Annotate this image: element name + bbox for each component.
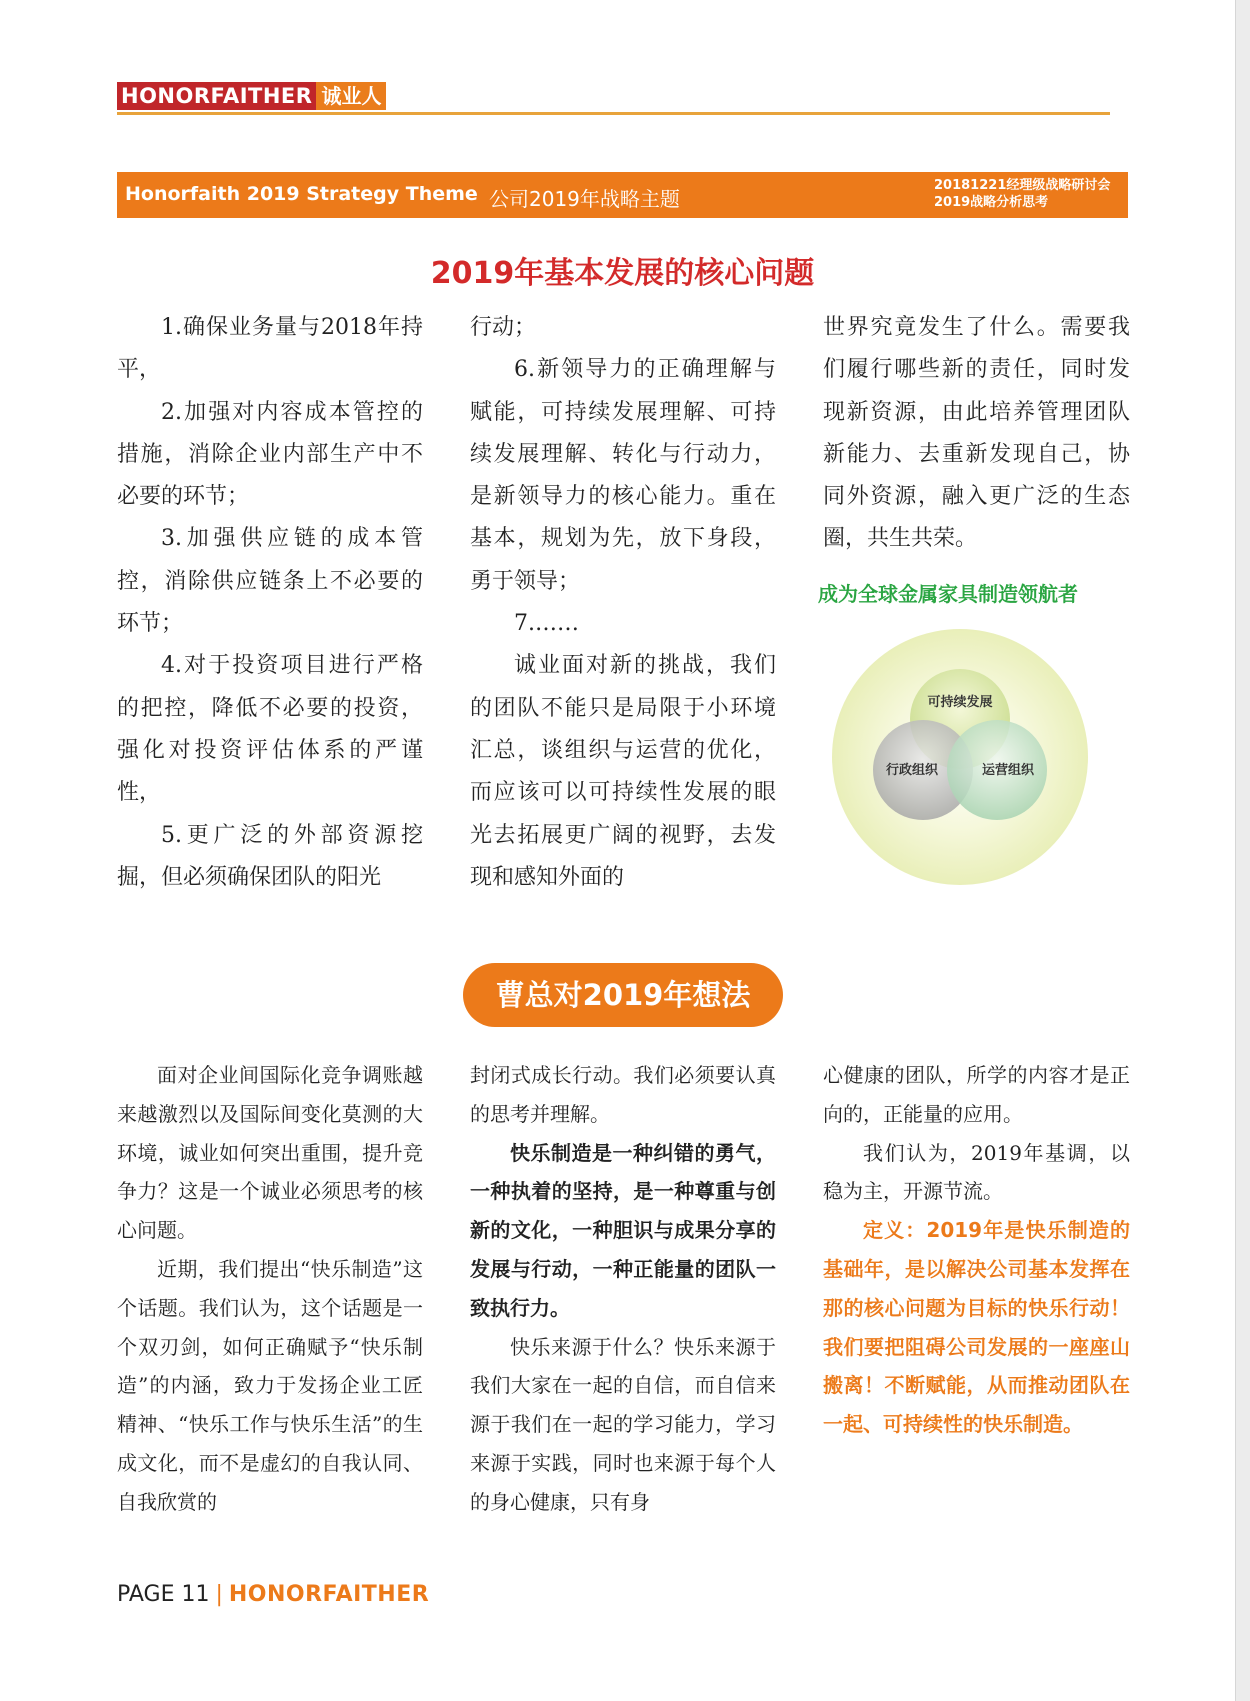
company-slogan: 成为全球金属家具制造领航者 bbox=[818, 582, 1078, 606]
venn-label-right: 运营组织 bbox=[981, 763, 1035, 778]
paragraph: 1.确保业务量与2018年持平， bbox=[117, 315, 423, 383]
banner-right-line1: 20181221经理级战略研讨会 bbox=[934, 178, 1111, 193]
paragraph: 我们认为，2019年基调，以稳为主，开源节流。 bbox=[823, 1140, 1130, 1204]
paragraph: 5.更广泛的外部资源挖掘，但必须确保团队的阳光 bbox=[117, 822, 423, 890]
logo bbox=[117, 82, 386, 110]
section1-column-3 bbox=[823, 307, 1130, 561]
banner-right-line2: 2019战略分析思考 bbox=[934, 195, 1049, 210]
paragraph: 封闭式成长行动。我们必须要认真的思考并理解。 bbox=[470, 1063, 776, 1126]
venn-diagram bbox=[830, 627, 1090, 887]
paragraph: 6.新领导力的正确理解与赋能，可持续发展理解、可持续发展理解、转化与行动力，是新领导力的核心能力。重在基本，规划为先，放下身段，勇于领导； bbox=[470, 357, 776, 594]
logo-chinese: 诚业人 bbox=[316, 82, 386, 110]
banner-chinese-title: 公司2019年战略主题 bbox=[489, 187, 680, 211]
paragraph: 快乐来源于什么？快乐来源于我们大家在一起的自信，而自信来源于我们在一起的学习能力，学习来源于实践，同时也来源于每个人的身心健康，只有身 bbox=[470, 1334, 776, 1514]
section2-column-2 bbox=[470, 1056, 776, 1522]
paragraph: 2.加强对内容成本管控的措施，消除企业内部生产中不必要的环节； bbox=[117, 399, 423, 510]
highlight-paragraph: 定义：2019年是快乐制造的基础年，是以解决公司基本发挥在那的核心问题为目标的快乐行动！我们要把阻碍公司发展的一座座山搬离！不断赋能，从而推动团队在一起、可持续性的快乐制造。 bbox=[823, 1218, 1130, 1437]
paragraph: 心健康的团队，所学的内容才是正向的，正能量的应用。 bbox=[823, 1063, 1130, 1126]
banner-meeting-info bbox=[934, 177, 1110, 211]
paragraph: 3.加强供应链的成本管控，消除供应链条上不必要的环节； bbox=[117, 526, 423, 637]
venn-label-left: 行政组织 bbox=[885, 763, 939, 778]
footer-separator: | bbox=[215, 1582, 223, 1607]
venn-label-top: 可持续发展 bbox=[927, 695, 993, 710]
paragraph: 4.对于投资项目进行严格的把控，降低不必要的投资，强化对投资评估体系的严谨性， bbox=[117, 653, 423, 806]
paragraph: 近期，我们提出“快乐制造”这个话题。我们认为，这个话题是一个双刃剑，如何正确赋予“快乐制造”的内涵，致力于发扬企业工匠精神、“快乐工作与快乐生活”的生成文化，而不是虚幻的自我认同、自我欣赏的 bbox=[117, 1256, 423, 1514]
bold-paragraph: 快乐制造是一种纠错的勇气，一种执着的坚持，是一种尊重与创新的文化，一种胆识与成果分享的发展与行动，一种正能量的团队一致执行力。 bbox=[470, 1140, 776, 1320]
section2-column-3 bbox=[823, 1056, 1130, 1444]
section2-column-1 bbox=[117, 1056, 423, 1522]
banner-english-title: Honorfaith 2019 Strategy Theme bbox=[125, 183, 478, 205]
footer-brand: HONORFAITHER bbox=[228, 1582, 430, 1607]
section-title-core-issues: 2019年基本发展的核心问题 bbox=[430, 256, 815, 291]
strategy-banner bbox=[117, 172, 1128, 218]
paragraph: 7.…… bbox=[514, 611, 579, 637]
page-footer bbox=[117, 1582, 429, 1607]
section1-column-2 bbox=[470, 307, 776, 899]
section-title-ceo-thoughts: 曹总对2019年想法 bbox=[463, 963, 783, 1027]
paragraph: 面对企业间国际化竞争调账越来越激烈以及国际间变化莫测的大环境，诚业如何突出重围，提升竞争力？这是一个诚业必须思考的核心问题。 bbox=[117, 1063, 423, 1243]
paragraph: 诚业面对新的挑战，我们的团队不能只是局限于小环境汇总，谈组织与运营的优化，而应该可以可持续性发展的眼光去拓展更广阔的视野，去发现和感知外面的 bbox=[470, 653, 776, 890]
section1-column-1 bbox=[117, 307, 423, 899]
paragraph: 世界究竟发生了什么。需要我们履行哪些新的责任，同时发现新资源，由此培养管理团队新能力、去重新发现自己，协同外资源，融入更广泛的生态圈，共生共荣。 bbox=[823, 315, 1130, 552]
header-rule bbox=[117, 112, 1110, 115]
logo-english: HONORFAITHER bbox=[117, 82, 316, 110]
page-number: PAGE 11 bbox=[117, 1582, 210, 1607]
paragraph: 行动； bbox=[470, 315, 537, 340]
page-edge bbox=[1235, 0, 1250, 1701]
